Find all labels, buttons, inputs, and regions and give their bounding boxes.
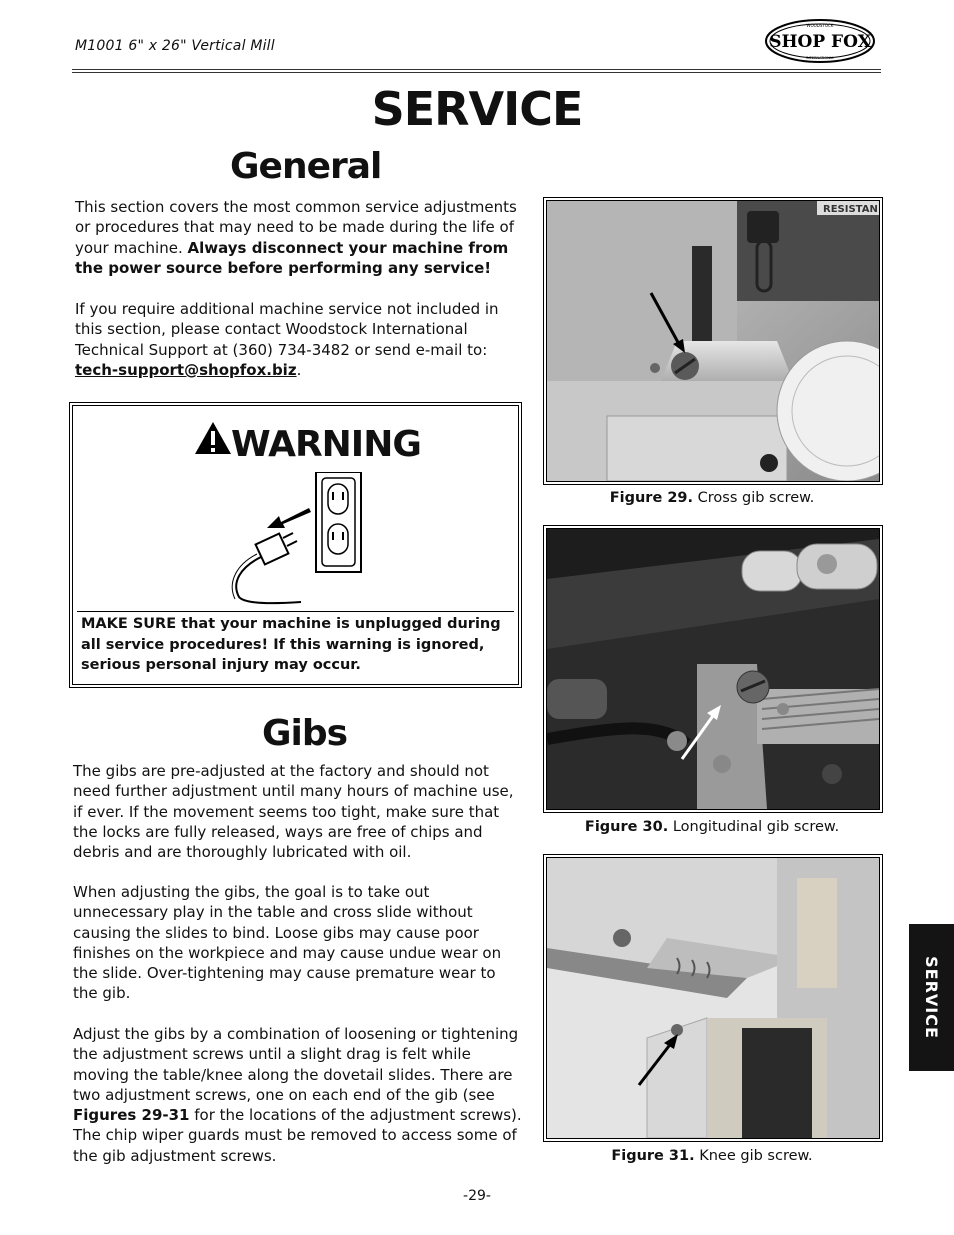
figure-29-photo [546,200,880,482]
support-email-link[interactable]: tech-support@shopfox.biz [75,360,297,379]
svg-text:RESISTAN: RESISTAN [823,204,878,215]
logo-top-text: WOODSTOCK [806,23,834,28]
manual-title: M1001 6" x 26" Vertical Mill [75,38,275,54]
gibs-paragraph-2: When adjusting the gibs, the goal is to take out unnecessary play in the table and cross slide without causing the slides to bind. Loose gibs may cause poor finishes on the workpiece and may cause undue wear on the slide. Over-tightening may cause premature wear to the gib. [73,883,502,1003]
figure-30-photo [546,528,880,810]
general-paragraph-2: If you require additional machine service not included in this section, please contact Woodstock International Technical Support at (360) 734-3482 or send e-mail to: tech-support@shopfox.biz. [75,300,499,379]
logo-text: SHOP FOX [769,32,871,52]
gibs-heading: Gibs [262,713,348,754]
gibs-paragraph-3: Adjust the gibs by a combination of loosening or tightening the adjustment screws until a slight drag is felt while moving the table/knee along the dovetail slides. There are two adjustment screws, one on each end of the gib (see Figures 29-31 for the locations of the adjustment screws). The chip wiper guards must be removed to access some of the gib adjustment screws. [73,1025,522,1165]
warning-heading: WARNING [231,424,421,465]
warning-divider [77,611,514,612]
figure-29-caption: Figure 29. Cross gib screw. [609,490,815,506]
section-side-tab[interactable] [909,924,954,1071]
warning-box [72,405,519,685]
header-rule [72,69,881,70]
shop-fox-logo [764,18,876,64]
side-tab-label: SERVICE [922,956,941,1039]
general-heading: General [230,146,382,187]
warning-text: MAKE SURE that your machine is unplugged during all service procedures! If this warning is ignored, serious personal injury may occur. [81,616,501,673]
warning-triangle-icon [193,420,233,456]
logo-bottom-text: INTERNATIONAL [805,56,835,60]
page-number: -29- [463,1188,491,1204]
figure-31-caption: Figure 31. Knee gib screw. [611,1148,813,1164]
gibs-paragraph-1: The gibs are pre-adjusted at the factory and should not need further adjustment until many hours of machine use, if ever. If the movement seems too tight, make sure that the locks are fully released, ways are free of chips and debris and are thoroughly lubricated with oil. [73,762,514,862]
unplug-outlet-icon [231,472,366,607]
general-paragraph-1: This section covers the most common service adjustments or procedures that may need to be made during the life of your machine. Always disconnect your machine from the power source before performing any service! [75,198,517,277]
figure-30-caption: Figure 30. Longitudinal gib screw. [584,819,840,835]
section-title: SERVICE [371,82,583,136]
header-rule-2 [72,72,881,73]
figure-31-photo [546,857,880,1139]
